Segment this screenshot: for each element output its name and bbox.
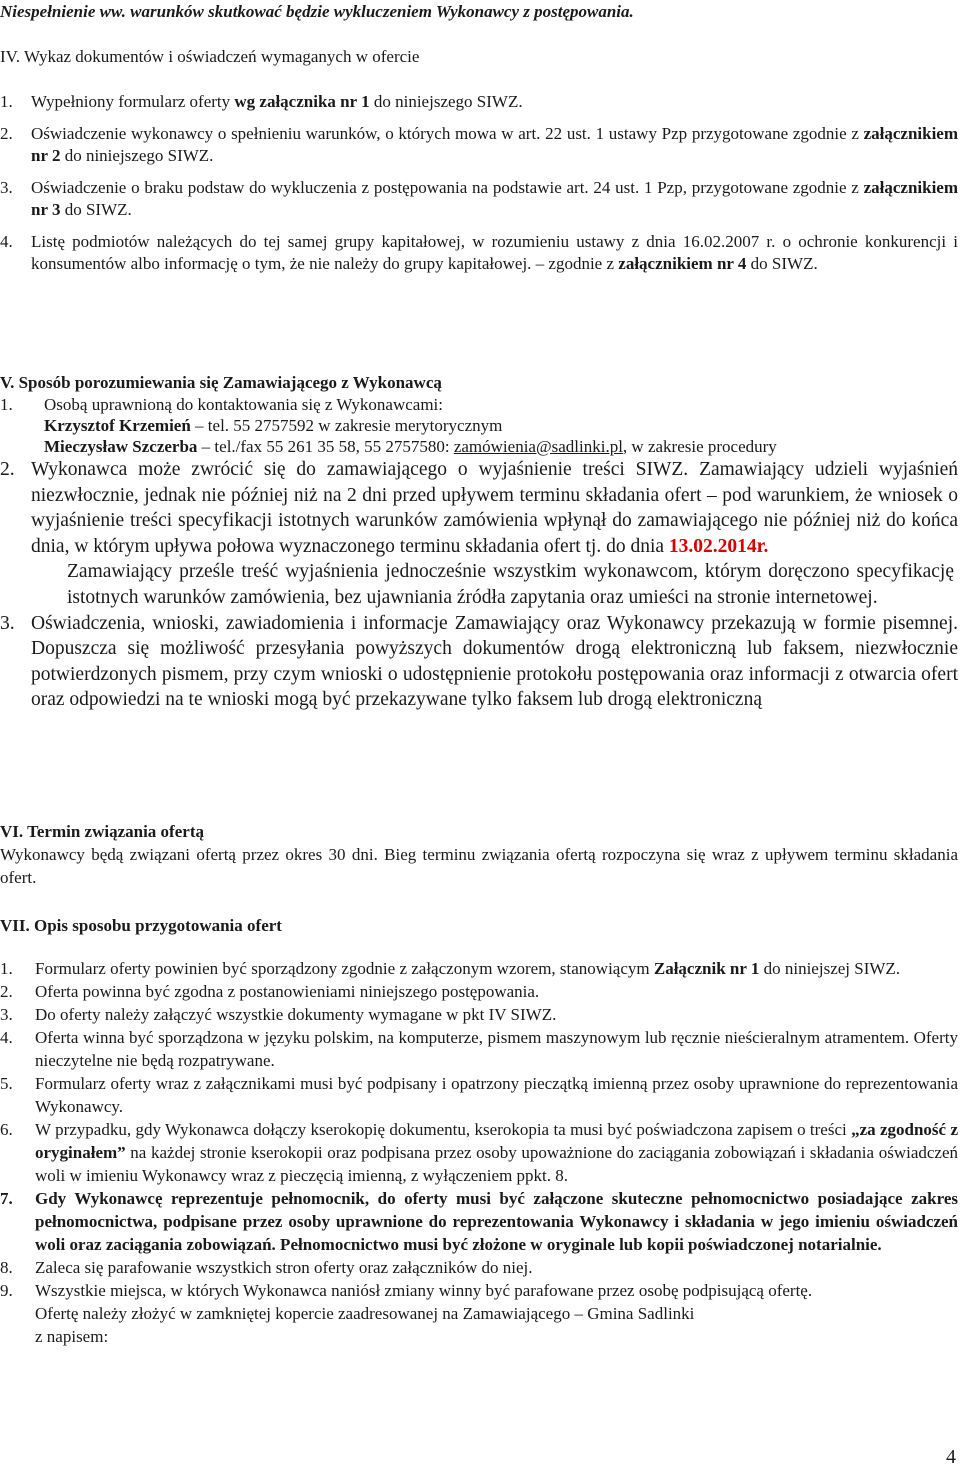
item-text: Oświadczenie o braku podstaw do wykluczenia z postępowania na podstawie art. 24 ust. 1 Pzp, przygotowane zgodnie z załącznikiem nr 3 do SIWZ. bbox=[31, 178, 958, 219]
contact-line: Krzysztof Krzemień – tel. 55 2757592 w zakresie merytorycznym bbox=[44, 416, 503, 435]
section-5-body bbox=[0, 457, 958, 713]
list-item: 1. Formularz oferty powinien być sporządzony zgodnie z załączonym wzorem, stanowiącym Załącznik nr 1 do niniejszej SIWZ. bbox=[0, 959, 901, 978]
list-item bbox=[0, 177, 958, 221]
item-number: 2. bbox=[0, 124, 13, 143]
list-item: 3. Do oferty należy załączyć wszystkie dokumenty wymagane w pkt IV SIWZ. bbox=[0, 1005, 557, 1024]
section-6 bbox=[0, 820, 958, 889]
section-5 bbox=[0, 372, 958, 713]
list-item: 7. Gdy Wykonawcę reprezentuje pełnomocnik, do oferty musi być załączone skuteczne pełnomocnictwo posiadające zakres pełnomocnictwa, podpisane przez osoby uprawnione do reprezentowania Wykonawcy i składania w jego imieniu oświadczeń woli oraz zaciągania zobowiązań. Pełnomocnictwo musi być złożone w oryginale lub kopii poświadczonej notarialnie. bbox=[0, 1189, 958, 1254]
list-item: 2. Oferta powinna być zgodna z postanowieniami niniejszego postępowania. bbox=[0, 982, 540, 1001]
list-item bbox=[0, 231, 958, 275]
clarification-note: Zamawiający prześle treść wyjaśnienia jednocześnie wszystkim wykonawcom, którym doręczono specyfikację istotnych warunków zamówienia, bez ujawniania źródła zapytania oraz umieści na stronie internetowej. bbox=[67, 561, 954, 608]
list-item bbox=[0, 91, 958, 113]
list-item: 1. Osobą uprawnioną do kontaktowania się z Wykonawcami: bbox=[0, 395, 444, 414]
section-6-title: VI. Termin związania ofertą bbox=[0, 822, 204, 841]
section-6-text: Wykonawcy będą związani ofertą przez okres 30 dni. Bieg terminu związania ofertą rozpoczyna się wraz z upływem terminu składania ofert. bbox=[0, 845, 958, 887]
list-item bbox=[0, 123, 958, 167]
submission-note: Ofertę należy złożyć w zamkniętej kopercie zaadresowanej na Zamawiającego – Gmina Sadlinki bbox=[35, 1304, 695, 1323]
list-item: 5. Formularz oferty wraz z załącznikami musi być podpisany i opatrzony pieczątką imienną przez osoby uprawnione do reprezentowania Wykonawcy. bbox=[0, 1074, 958, 1116]
item-text: Wypełniony formularz oferty wg załącznika nr 1 do niniejszego SIWZ. bbox=[31, 92, 523, 111]
contact-line: Mieczysław Szczerba – tel./fax 55 261 35 58, 55 2757580: zamówienia@sadlinki.pl, w zakresie procedury bbox=[44, 437, 777, 456]
section-4-list bbox=[0, 91, 958, 285]
section-4-title: IV. Wykaz dokumentów i oświadczeń wymaganych w ofercie bbox=[0, 47, 420, 66]
email-link[interactable]: zamówienia@sadlinki.pl bbox=[453, 437, 623, 456]
section-7 bbox=[0, 914, 958, 1348]
item-number: 1. bbox=[0, 92, 13, 111]
exclusion-note: Niespełnienie ww. warunków skutkować będzie wykluczeniem Wykonawcy z postępowania. bbox=[0, 2, 634, 21]
list-item: 3. Oświadczenia, wnioski, zawiadomienia i informacje Zamawiający oraz Wykonawcy przekazują w formie pisemnej. Dopuszcza się możliwość przesyłania powyższych dokumentów drogą elektroniczną lub faksem, niezwłocznie potwierdzonych pismem, przy czym wnioski o udostępnienie protokołu postępowania oraz informacji z otwarcia ofert oraz odpowiedzi na te wnioski mogą być przekazywane tylko faksem lub drogą elektroniczną bbox=[0, 612, 958, 711]
list-item: 4. Oferta winna być sporządzona w języku polskim, na komputerze, pismem maszynowym lub ręcznie nieścieralnym atramentem. Oferty nieczytelne nie będą rozpatrywane. bbox=[0, 1028, 958, 1070]
deadline-date: 13.02.2014r. bbox=[668, 535, 769, 557]
submission-note-cont: z napisem: bbox=[35, 1327, 109, 1346]
list-item: 8. Zaleca się parafowanie wszystkich stron oferty oraz załączników do niej. bbox=[0, 1258, 533, 1277]
list-item: 2. Wykonawca może zwrócić się do zamawiającego o wyjaśnienie treści SIWZ. Zamawiający udzieli wyjaśnień niezwłocznie, jednak nie później niż na 2 dni przed upływem terminu składania ofert – pod warunkiem, że wniosek o wyjaśnienie treści specyfikacji istotnych warunków zamówienia wpłynął do zamawiającego nie później niż do końca dnia, w którym upływa połowa wyznaczonego terminu składania ofert tj. do dnia 13.02.2014r. bbox=[0, 459, 958, 557]
contact-name: Mieczysław Szczerba bbox=[44, 437, 198, 456]
section-5-title: V. Sposób porozumiewania się Zamawiającego z Wykonawcą bbox=[0, 373, 442, 392]
page-number: 4 bbox=[946, 1446, 956, 1468]
item-text: Listę podmiotów należących do tej samej grupy kapitałowej, w rozumieniu ustawy z dnia 16.02.2007 r. o ochronie konkurencji i konsumentów albo informację o tym, że nie należy do grupy kapitałowej. – zgodnie z załącznikiem nr 4 do SIWZ. bbox=[31, 232, 958, 273]
section-7-title: VII. Opis sposobu przygotowania ofert bbox=[0, 916, 282, 935]
contact-name: Krzysztof Krzemień bbox=[44, 416, 191, 435]
item-number: 4. bbox=[0, 232, 13, 251]
list-item: 6. W przypadku, gdy Wykonawca dołączy kserokopię dokumentu, kserokopia ta musi być poświadczona zapisem o treści „za zgodność z oryginałem” na każdej stronie kserokopii oraz podpisana przez osoby upoważnione do zaciągania zobowiązań i składania oświadczeń woli w imieniu Wykonawcy wraz z pieczęcią imienną, z wyłączeniem ppkt. 8. bbox=[0, 1120, 958, 1185]
list-item: 9. Wszystkie miejsca, w których Wykonawca naniósł zmiany winny być parafowane przez osobę podpisującą ofertę. bbox=[0, 1281, 813, 1300]
item-text: Oświadczenie wykonawcy o spełnieniu warunków, o których mowa w art. 22 ust. 1 ustawy Pzp przygotowane zgodnie z załącznikiem nr 2 do niniejszego SIWZ. bbox=[31, 124, 958, 165]
item-number: 3. bbox=[0, 178, 13, 197]
